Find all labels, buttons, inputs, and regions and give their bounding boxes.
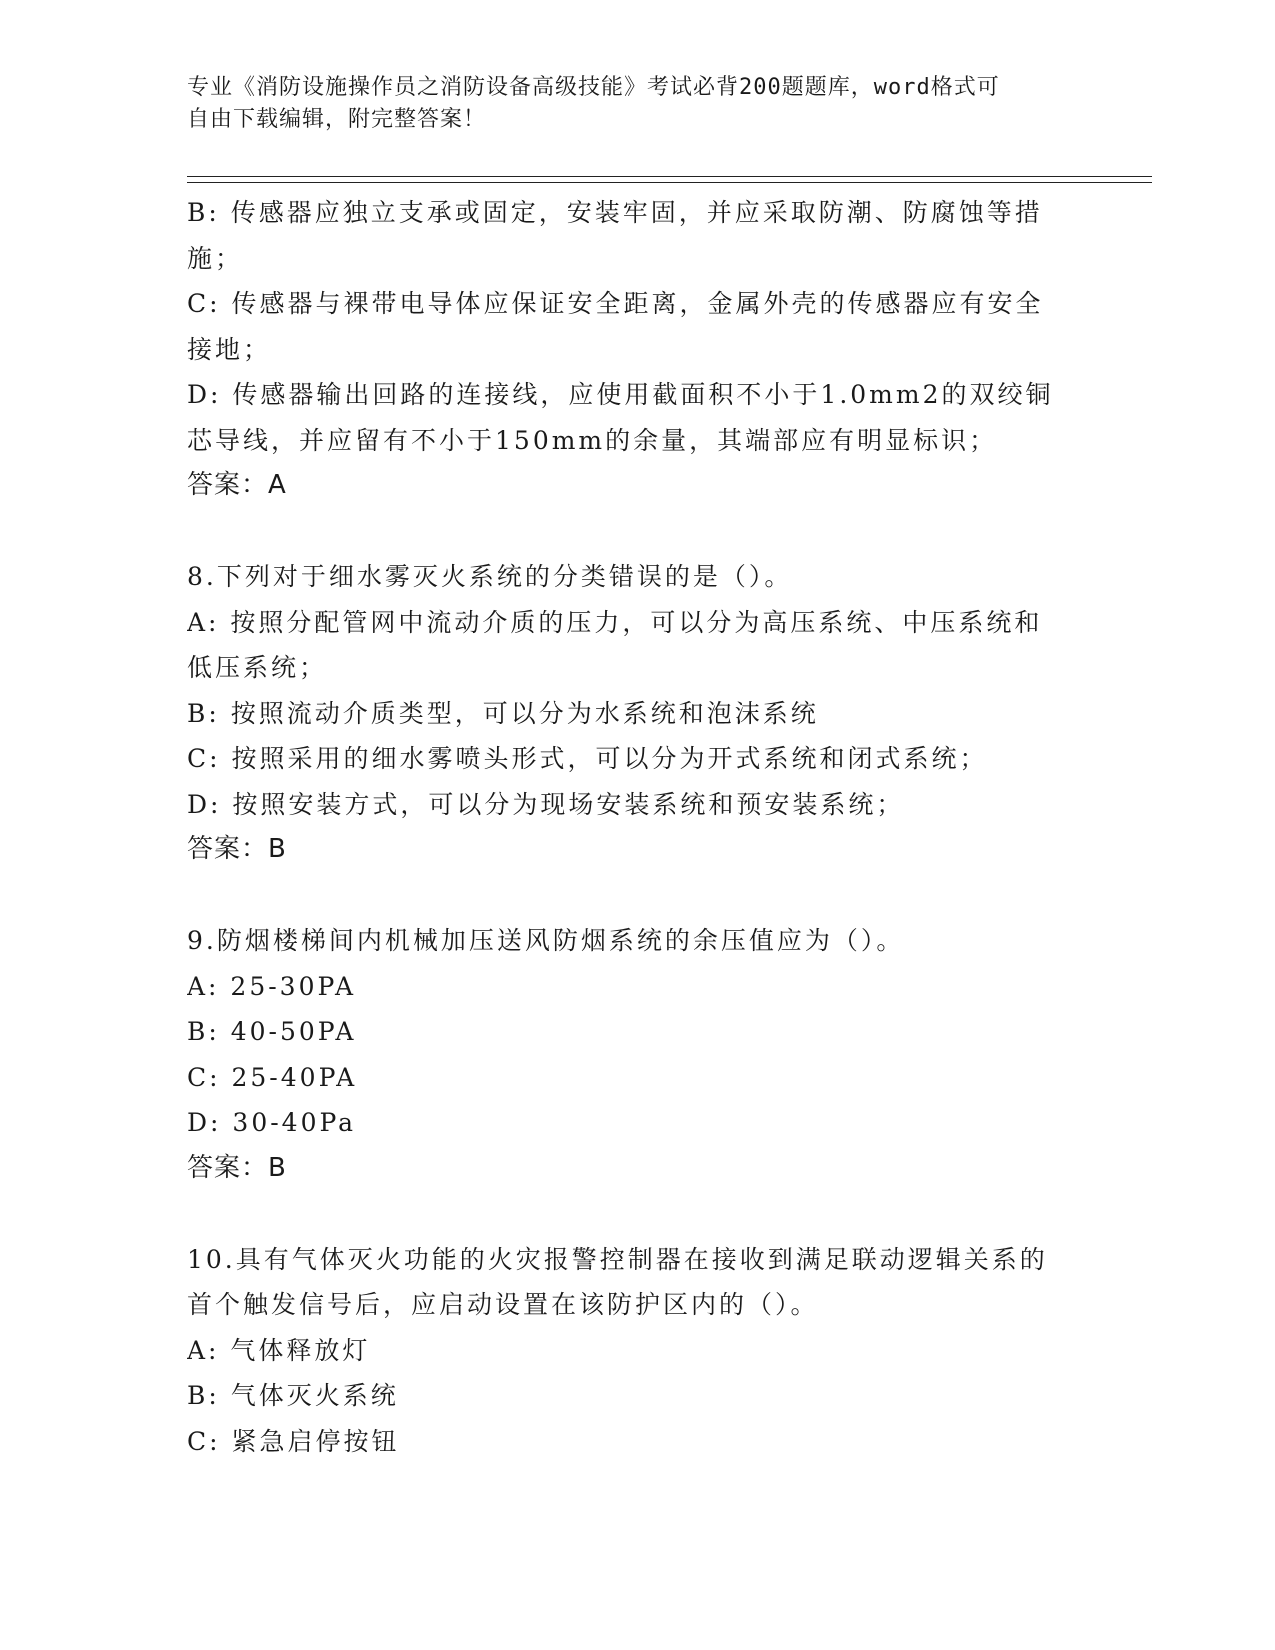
question-9-option-d: D: 30-40Pa bbox=[187, 1108, 357, 1137]
previous-question-block bbox=[187, 190, 1087, 509]
question-10-option-b: B: 气体灭火系统 bbox=[187, 1381, 399, 1410]
document-body bbox=[187, 190, 1087, 1464]
option-c-line-1: C: 传感器与裸带电导体应保证安全距离，金属外壳的传感器应有安全 bbox=[187, 289, 1044, 318]
option-d-line-2: 芯导线，并应留有不小于150mm的余量，其端部应有明显标识； bbox=[187, 425, 998, 455]
option-b-line-2: 施； bbox=[187, 243, 244, 273]
question-10-option-a: A: 气体释放灯 bbox=[187, 1335, 371, 1365]
question-8-option-b: B: 按照流动介质类型，可以分为水系统和泡沫系统 bbox=[187, 698, 819, 728]
question-10-stem-line-2: 首个触发信号后，应启动设置在该防护区内的（）。 bbox=[187, 1290, 819, 1319]
question-10-block bbox=[187, 1237, 1087, 1465]
question-8-stem: 8.下列对于细水雾灭火系统的分类错误的是（）。 bbox=[187, 562, 793, 591]
header-divider bbox=[187, 176, 1152, 183]
spacer bbox=[187, 873, 1087, 919]
question-9-answer: 答案：B bbox=[187, 1152, 287, 1183]
question-8-answer: 答案：B bbox=[187, 834, 287, 864]
question-8-option-c: C: 按照采用的细水雾喷头形式，可以分为开式系统和闭式系统； bbox=[187, 744, 988, 773]
header-title-line-1: 专业《消防设施操作员之消防设备高级技能》考试必背200题题库，word格式可 bbox=[187, 75, 1000, 100]
question-9-option-b: B: 40-50PA bbox=[187, 1017, 357, 1046]
question-9-option-c: C: 25-40PA bbox=[187, 1062, 358, 1092]
header-title-line-2: 自由下载编辑，附完整答案！ bbox=[187, 107, 487, 132]
document-header bbox=[187, 72, 1067, 136]
spacer bbox=[187, 509, 1087, 555]
spacer bbox=[187, 1191, 1087, 1237]
question-9-stem: 9.防烟楼梯间内机械加压送风防烟系统的余压值应为（）。 bbox=[187, 926, 905, 955]
option-c-line-2: 接地； bbox=[187, 334, 272, 364]
question-10-option-c: C: 紧急启停按钮 bbox=[187, 1426, 400, 1456]
option-b-line-1: B: 传感器应独立支承或固定，安装牢固，并应采取防潮、防腐蚀等措 bbox=[187, 198, 1043, 227]
answer-label: 答案：A bbox=[187, 470, 287, 500]
question-8-option-a-line-2: 低压系统； bbox=[187, 653, 328, 682]
question-8-block bbox=[187, 554, 1087, 873]
question-9-option-a: A: 25-30PA bbox=[187, 971, 357, 1001]
question-8-option-d: D: 按照安装方式，可以分为现场安装系统和预安装系统； bbox=[187, 789, 905, 819]
question-9-block bbox=[187, 918, 1087, 1191]
question-10-stem-line-1: 10.具有气体灭火功能的火灾报警控制器在接收到满足联动逻辑关系的 bbox=[187, 1244, 1048, 1274]
option-d-line-1: D: 传感器输出回路的连接线，应使用截面积不小于1.0mm2的双绞铜 bbox=[187, 380, 1054, 409]
question-8-option-a-line-1: A: 按照分配管网中流动介质的压力，可以分为高压系统、中压系统和 bbox=[187, 607, 1043, 637]
